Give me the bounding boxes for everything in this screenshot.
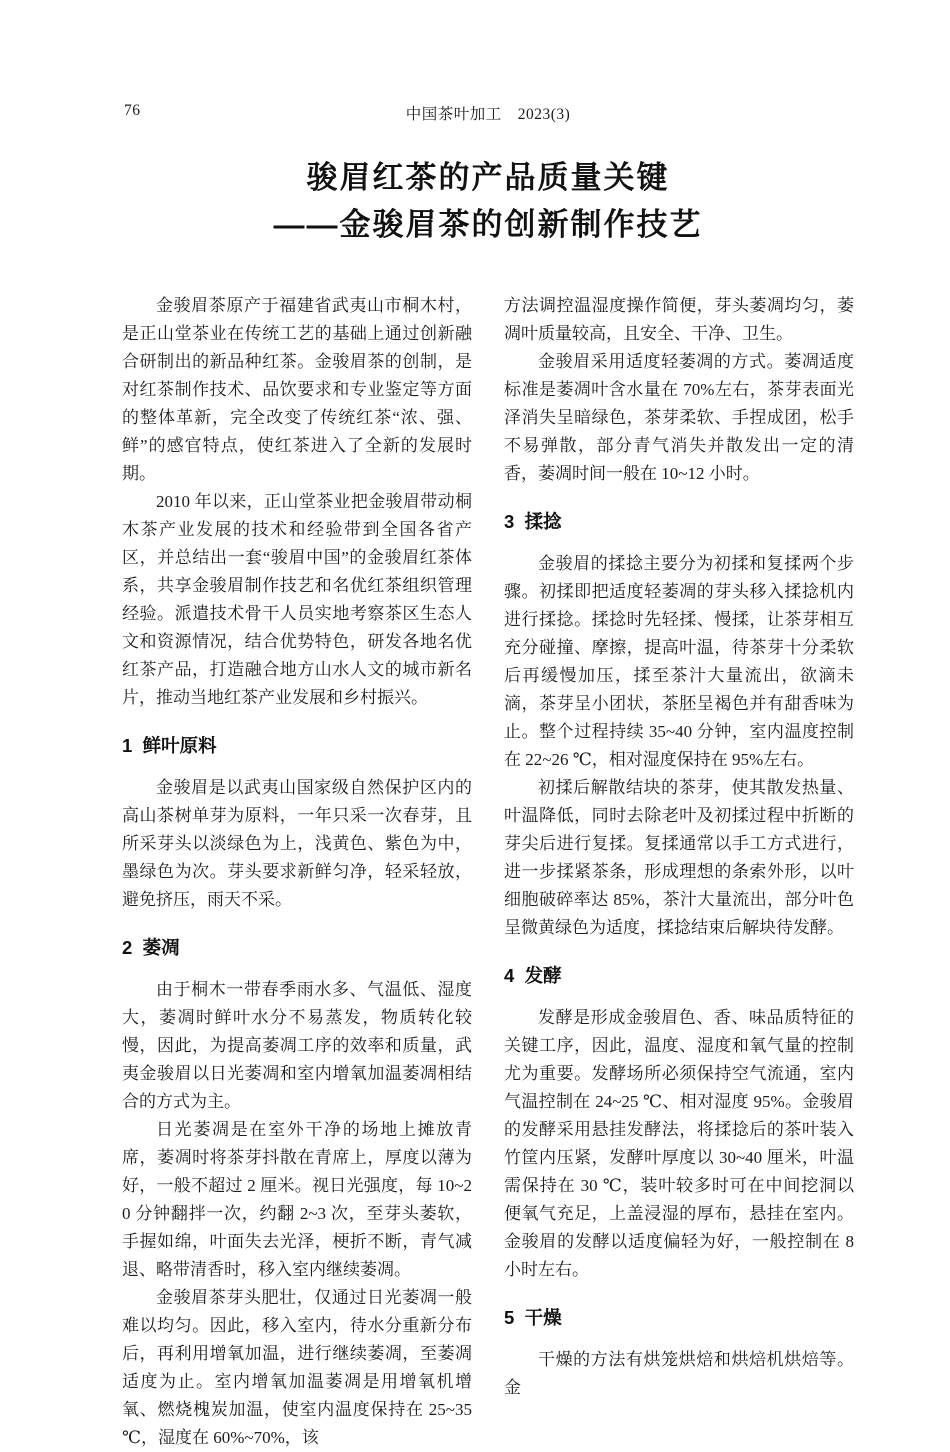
paragraph-drying: 干燥的方法有烘笼烘焙和烘焙机烘焙等。金	[504, 1350, 854, 1397]
section-heading-4-fermentation: 4 发酵	[504, 965, 562, 986]
right-column	[504, 292, 854, 1452]
journal-title: 中国茶叶加工 2023(3)	[405, 106, 571, 123]
section-heading-5-drying: 5 干燥	[504, 1307, 562, 1328]
paragraph-intro-1: 金骏眉茶原产于福建省武夷山市桐木村，是正山堂茶业在传统工艺的基础上通过创新融合研制出的新品种红茶。金骏眉茶的创制，是对红茶制作技术、品饮要求和专业鉴定等方面的整体革新，完全改变了传统红茶“浓、强、鲜”的感官特点，使红茶进入了全新的发展时期。	[122, 296, 472, 483]
paragraph-withering-4: 金骏眉采用适度轻萎凋的方式。萎凋适度标准是萎凋叶含水量在 70%左右，茶芽表面光泽消失呈暗绿色，茶芽柔软、手捏成团，松手不易弹散，部分青气消失并散发出一定的清香，萎凋时间一般在 10~12 小时。	[504, 352, 854, 483]
running-head	[122, 102, 854, 124]
paragraph-withering-3-continued: 方法调控温湿度操作简便，芽头萎凋均匀，萎凋叶质量较高，且安全、干净、卫生。	[504, 296, 854, 343]
paragraph-fermentation: 发酵是形成金骏眉色、香、味品质特征的关键工序，因此，温度、湿度和氧气量的控制尤为重要。发酵场所必须保持空气流通，室内气温控制在 24~25 ℃、相对湿度 95%。金骏眉的发酵采用悬挂发酵法，将揉捻后的茶叶装入竹筐内压紧，发酵叶厚度以 30~40 厘米，叶温需保持在 30 ℃，装叶较多时可在中间挖洞以便氧气充足，上盖浸湿的厚布，悬挂在室内。金骏眉的发酵以适度偏轻为好，一般控制在 8 小时左右。	[504, 1008, 854, 1279]
article-title-line1: 骏眉红茶的产品质量关键	[306, 160, 670, 195]
section-heading-1-fresh-leaf: 1 鲜叶原料	[122, 735, 217, 756]
paragraph-rolling-2: 初揉后解散结块的茶芽，使其散发热量、叶温降低，同时去除老叶及初揉过程中折断的芽尖后进行复揉。复揉通常以手工方式进行，进一步揉紧茶条，形成理想的条索外形，以叶细胞破碎率达 85%，茶汁大量流出，部分叶色呈微黄绿色为适度，揉捻结束后解块待发酵。	[504, 778, 854, 937]
section-heading-3-rolling: 3 揉捻	[504, 511, 562, 532]
paragraph-rolling-1: 金骏眉的揉捻主要分为初揉和复揉两个步骤。初揉即把适度轻萎凋的芽头移入揉捻机内进行揉捻。揉捻时先轻揉、慢揉，让茶芽相互充分碰撞、摩擦，提高叶温，待茶芽十分柔软后再缓慢加压，揉至茶汁大量流出，欲滴未滴，茶芽呈小团状，茶胚呈褐色并有甜香味为止。整个过程持续 35~40 分钟，室内温度控制在 22~26 ℃，相对湿度保持在 95%左右。	[504, 554, 854, 769]
article-title-line2: ——金骏眉茶的创新制作技艺	[273, 207, 703, 242]
paragraph-fresh-leaf: 金骏眉是以武夷山国家级自然保护区内的高山茶树单芽为原料，一年只采一次春芽，且所采芽头以淡绿色为上，浅黄色、紫色为中，墨绿色为次。芽头要求新鲜匀净，轻采轻放，避免挤压，雨天不采。	[122, 778, 472, 909]
article-body	[122, 292, 854, 1452]
paragraph-intro-2: 2010 年以来，正山堂茶业把金骏眉带动桐木茶产业发展的技术和经验带到全国各省产区，并总结出一套“骏眉中国”的金骏眉红茶体系，共享金骏眉制作技艺和名优红茶组织管理经验。派遣技术骨干人员实地考察茶区生态人文和资源情况，结合优势特色，研发各地名优红茶产品，打造融合地方山水人文的城市新名片，推动当地红茶产业发展和乡村振兴。	[122, 492, 472, 707]
article-title	[122, 154, 854, 248]
section-heading-2-withering: 2 萎凋	[122, 937, 180, 958]
paragraph-withering-1: 由于桐木一带春季雨水多、气温低、湿度大，萎凋时鲜叶水分不易蒸发，物质转化较慢，因此，为提高萎凋工序的效率和质量，武夷金骏眉以日光萎凋和室内增氧加温萎凋相结合的方式为主。	[122, 980, 472, 1111]
page-number: 76	[124, 102, 141, 119]
paragraph-withering-2: 日光萎凋是在室外干净的场地上摊放青席，萎凋时将茶芽抖散在青席上，厚度以薄为好，一般不超过 2 厘米。视日光强度，每 10~20 分钟翻拌一次，约翻 2~3 次，至芽头萎软，手握如绵，叶面失去光泽，梗折不断，青气减退、略带清香时，移入室内继续萎凋。	[122, 1120, 472, 1279]
paragraph-withering-3: 金骏眉茶芽头肥壮，仅通过日光萎凋一般难以均匀。因此，移入室内，待水分重新分布后，再利用增氧加温，进行继续萎凋，至萎凋适度为止。室内增氧加温萎凋是用增氧机增氧、燃烧槐炭加温，使室内温度保持在 25~35 ℃，湿度在 60%~70%，该	[122, 1288, 472, 1447]
left-column	[122, 292, 472, 1452]
